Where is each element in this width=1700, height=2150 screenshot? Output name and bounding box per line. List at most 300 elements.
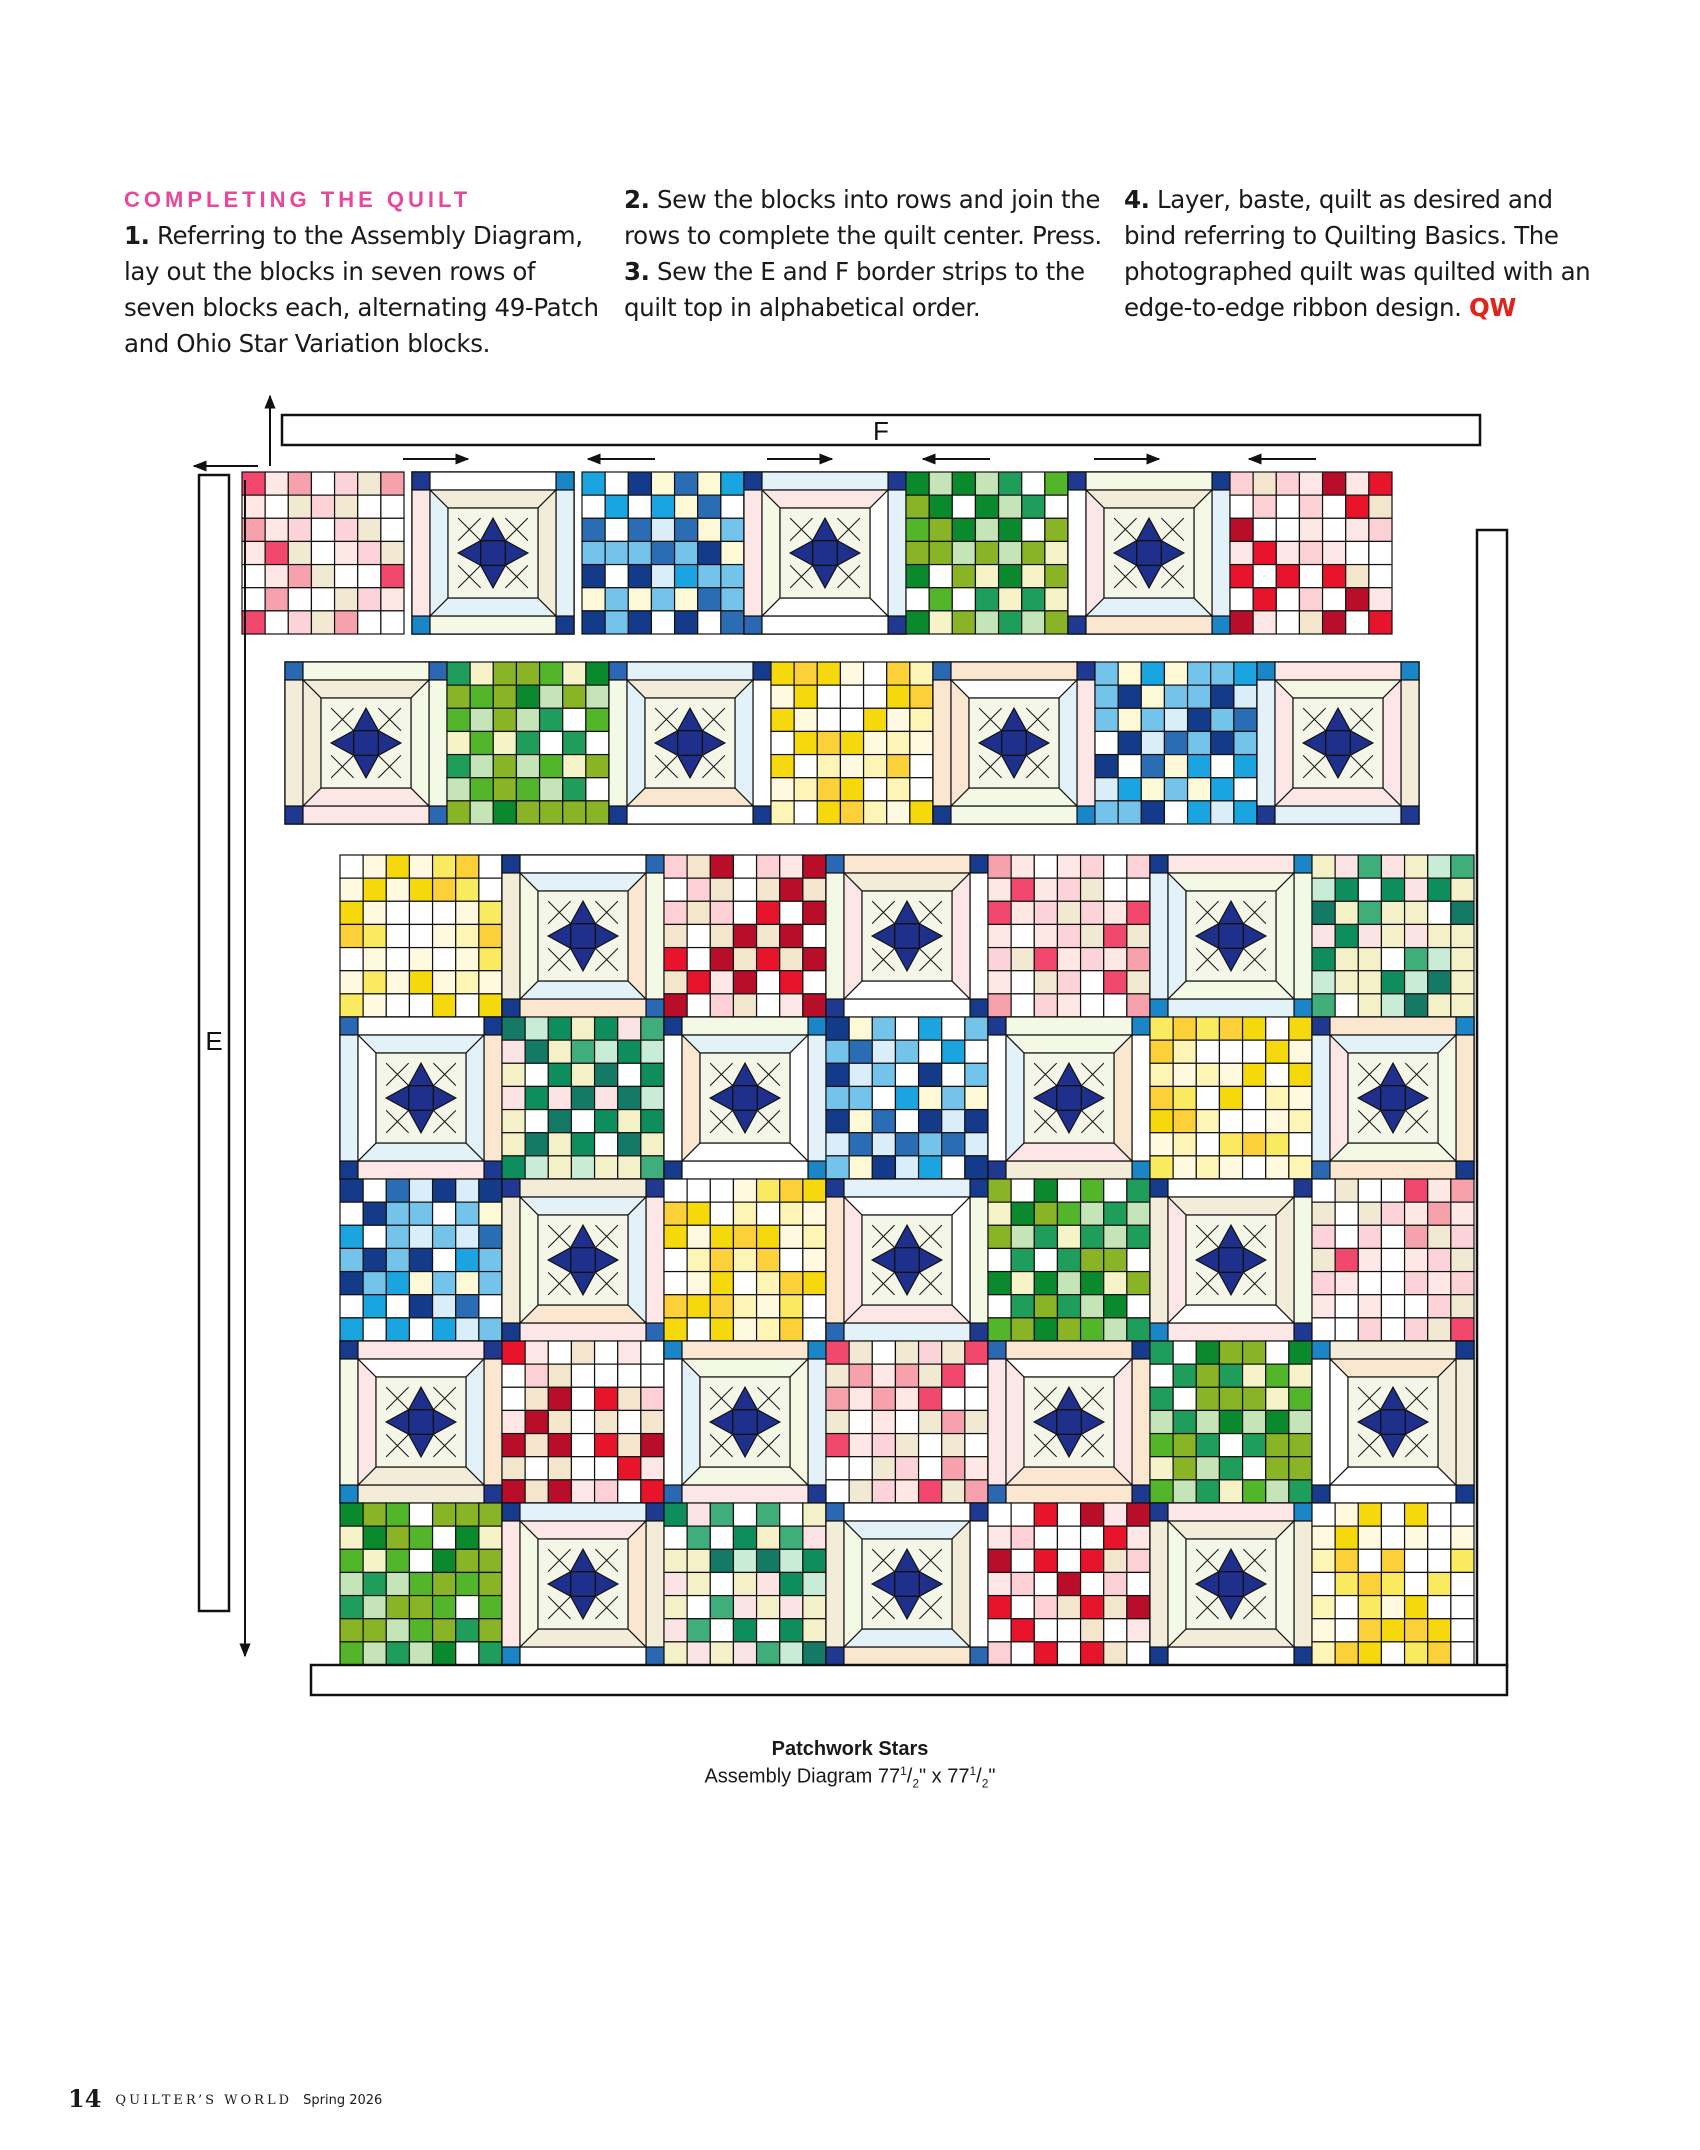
corner-square (1456, 1341, 1474, 1359)
patch-square (733, 1642, 756, 1665)
patch-square (1312, 878, 1335, 901)
patch-square (1034, 971, 1057, 994)
border-strip (502, 873, 520, 999)
patch-square (849, 1040, 872, 1063)
patch-square (433, 1248, 456, 1271)
patch-square (433, 994, 456, 1017)
trapezoid-piece (520, 1521, 646, 1539)
patch-square (502, 1110, 525, 1133)
corner-square (1150, 1323, 1168, 1341)
patch-square (906, 495, 929, 518)
corner-square (1132, 1161, 1150, 1179)
patch-square (1276, 565, 1299, 588)
patch-square (664, 1549, 687, 1572)
patch-square (1428, 971, 1451, 994)
patch-square (895, 1434, 918, 1457)
patch-square (687, 1318, 710, 1341)
border-strip (1275, 806, 1401, 824)
corner-square (933, 662, 951, 680)
patch-square (1141, 662, 1164, 685)
patch-square (1243, 1133, 1266, 1156)
patch-square (710, 994, 733, 1017)
patch-square (1211, 801, 1234, 824)
patch-square (1312, 1179, 1335, 1202)
patch-square (1219, 1364, 1242, 1387)
patch-square (1230, 518, 1253, 541)
patch-square (525, 1364, 548, 1387)
corner-square (664, 1017, 682, 1035)
patch-square (817, 662, 840, 685)
patch-square (1323, 472, 1346, 495)
patch-square (942, 1434, 965, 1457)
patch-square (381, 541, 404, 564)
patch-square (363, 1318, 386, 1341)
patch-square (470, 662, 493, 685)
patch-square (1196, 1156, 1219, 1179)
patch-square (988, 1272, 1011, 1295)
patch-square (571, 1133, 594, 1156)
trapezoid-piece (628, 873, 646, 999)
patch-square (1034, 1225, 1057, 1248)
patch-square (698, 565, 721, 588)
corner-square (826, 1179, 844, 1197)
border-strip (1168, 1503, 1294, 1521)
patch-square (618, 1364, 641, 1387)
border-strip (1168, 1323, 1294, 1341)
patch-square (1081, 1549, 1104, 1572)
trapezoid-piece (844, 1629, 970, 1647)
trapezoid-piece (1006, 1143, 1132, 1161)
patch-square (1358, 1179, 1381, 1202)
patch-square (335, 611, 358, 634)
patch-square (1022, 495, 1045, 518)
patch-square (516, 685, 539, 708)
corner-square (933, 806, 951, 824)
patch-square (698, 495, 721, 518)
patch-square (409, 1225, 432, 1248)
border-strip (1168, 1179, 1294, 1197)
patch-square (710, 1642, 733, 1665)
trapezoid-piece (762, 490, 780, 616)
patch-square (340, 1526, 363, 1549)
patch-square (780, 1526, 803, 1549)
patch-square (1196, 1410, 1219, 1433)
patch-square (757, 994, 780, 1017)
border-strip (970, 873, 988, 999)
trapezoid-piece (1114, 1035, 1132, 1161)
patch-square (493, 708, 516, 731)
patch-square (988, 1642, 1011, 1665)
patch-square (525, 1480, 548, 1503)
corner-square (502, 855, 520, 873)
patch-square (1022, 541, 1045, 564)
border-strip (1006, 1341, 1132, 1359)
patch-square (363, 1248, 386, 1271)
border-strip (1006, 1485, 1132, 1503)
patch-square (1289, 1133, 1312, 1156)
patch-square (586, 778, 609, 801)
corner-square (1150, 1179, 1168, 1197)
patch-square (988, 971, 1011, 994)
patch-square (409, 924, 432, 947)
patch-square (571, 1156, 594, 1179)
patch-square (340, 948, 363, 971)
border-strip (646, 1521, 664, 1647)
patch-square (1230, 541, 1253, 564)
patch-square (1127, 948, 1150, 971)
patch-square (628, 495, 651, 518)
patch-square (433, 971, 456, 994)
patch-square (1358, 1202, 1381, 1225)
border-strip (556, 490, 574, 616)
patch-square (516, 755, 539, 778)
patch-square (1081, 1202, 1104, 1225)
patch-square (780, 1596, 803, 1619)
patch-square (1057, 1526, 1080, 1549)
patch-square (1451, 1179, 1474, 1202)
patch-square (1011, 1318, 1034, 1341)
corner-square (1132, 1485, 1150, 1503)
patch-square (288, 611, 311, 634)
patch-square (1011, 1642, 1034, 1665)
patch-square (1234, 685, 1257, 708)
patch-square (733, 1225, 756, 1248)
patch-square (803, 1526, 826, 1549)
patch-square (311, 472, 334, 495)
patch-square (540, 755, 563, 778)
patch-square (641, 1086, 664, 1109)
patch-square (757, 1248, 780, 1271)
patch-square (433, 1596, 456, 1619)
patch-square (1405, 1549, 1428, 1572)
patch-square (595, 1133, 618, 1156)
corner-square (808, 1341, 826, 1359)
patch-square (311, 518, 334, 541)
patch-square (1196, 1040, 1219, 1063)
patch-square (363, 1549, 386, 1572)
patch-square (1211, 708, 1234, 731)
patch-square (1173, 1017, 1196, 1040)
patch-square (502, 1086, 525, 1109)
patch-square (1289, 1434, 1312, 1457)
patch-square (1428, 1526, 1451, 1549)
patch-square (1369, 472, 1392, 495)
patch-square (1118, 731, 1141, 754)
patch-square (1081, 1295, 1104, 1318)
patch-square (687, 1202, 710, 1225)
patch-square (502, 1156, 525, 1179)
patch-square (864, 778, 887, 801)
patch-square (733, 1202, 756, 1225)
corner-square (1294, 1503, 1312, 1521)
patch-square (433, 855, 456, 878)
patch-square (433, 1572, 456, 1595)
patch-square (595, 1040, 618, 1063)
patch-square (803, 1619, 826, 1642)
patch-square (757, 855, 780, 878)
patch-square (1253, 495, 1276, 518)
patch-square (988, 1596, 1011, 1619)
patch-square (872, 1434, 895, 1457)
patch-square (1219, 1341, 1242, 1364)
patch-square (1081, 901, 1104, 924)
border-strip (646, 873, 664, 999)
patch-square (1230, 611, 1253, 634)
patch-square (929, 541, 952, 564)
patch-square (906, 588, 929, 611)
patch-square (1428, 1503, 1451, 1526)
patch-square (1034, 924, 1057, 947)
corner-square (1312, 1017, 1330, 1035)
patch-square (433, 1503, 456, 1526)
patch-square (1104, 1642, 1127, 1665)
star-center (895, 1248, 920, 1273)
patch-square (1299, 565, 1322, 588)
patch-square (363, 1503, 386, 1526)
patch-square (641, 1410, 664, 1433)
patch-square (456, 855, 479, 878)
patch-square (733, 971, 756, 994)
star-center (1219, 1572, 1244, 1597)
patch-square (493, 778, 516, 801)
patch-square (1127, 994, 1150, 1017)
patch-square (840, 755, 863, 778)
patch-square (721, 565, 744, 588)
patch-square (1081, 994, 1104, 1017)
patch-square (687, 1549, 710, 1572)
trapezoid-piece (1006, 1359, 1132, 1377)
patch-square (340, 1272, 363, 1295)
patch-square (456, 1549, 479, 1572)
patch-square (1369, 565, 1392, 588)
patch-square (887, 662, 910, 685)
patch-square (872, 1480, 895, 1503)
patch-square (1451, 901, 1474, 924)
patch-square (502, 1133, 525, 1156)
patch-square (710, 1596, 733, 1619)
patch-square (433, 924, 456, 947)
corner-square (808, 1017, 826, 1035)
patch-square (840, 731, 863, 754)
patch-square (887, 685, 910, 708)
patch-square (1243, 1387, 1266, 1410)
patch-square (1428, 1596, 1451, 1619)
patch-square (1346, 518, 1369, 541)
border-strip (1330, 1341, 1456, 1359)
corner-square (826, 1323, 844, 1341)
trapezoid-piece (1330, 1359, 1348, 1485)
step-4-text: Layer, baste, quilt as desired and bind referring to Quilting Basics. The photographed quilt was quilted with an edge-to-edge ribbon design. (1124, 185, 1591, 322)
trapezoid-piece (1276, 1197, 1294, 1323)
patch-square (1164, 708, 1187, 731)
patch-square (340, 901, 363, 924)
corner-square (412, 472, 430, 490)
patch-square (675, 495, 698, 518)
patch-square (999, 495, 1022, 518)
trapezoid-piece (520, 1197, 538, 1323)
patch-square (942, 1040, 965, 1063)
patch-square (1335, 1248, 1358, 1271)
patch-square (1335, 971, 1358, 994)
patch-square (1057, 1272, 1080, 1295)
corner-square (1150, 999, 1168, 1017)
patch-square (340, 1295, 363, 1318)
border-strip (808, 1359, 826, 1485)
trapezoid-piece (1275, 680, 1401, 698)
patch-square (895, 1110, 918, 1133)
patch-square (1127, 1202, 1150, 1225)
border-strip (520, 1647, 646, 1665)
trapezoid-piece (1275, 680, 1293, 806)
patch-square (409, 1295, 432, 1318)
patch-square (895, 1086, 918, 1109)
patch-square (1358, 1572, 1381, 1595)
trapezoid-piece (520, 981, 646, 999)
patch-square (803, 1295, 826, 1318)
patch-square (1405, 924, 1428, 947)
patch-square (794, 731, 817, 754)
border-strip (1132, 1035, 1150, 1161)
corner-square (888, 616, 906, 634)
patch-square (1289, 1457, 1312, 1480)
patch-square (651, 565, 674, 588)
patch-square (710, 1526, 733, 1549)
border-strip (627, 806, 753, 824)
corner-square (556, 616, 574, 634)
patch-square (710, 971, 733, 994)
patch-square (571, 1063, 594, 1086)
corner-square (484, 1485, 502, 1503)
patch-square (340, 1248, 363, 1271)
patch-square (1451, 1503, 1474, 1526)
patch-square (288, 541, 311, 564)
patch-square (618, 1040, 641, 1063)
patch-square (664, 1225, 687, 1248)
corner-square (1294, 1179, 1312, 1197)
patch-square (664, 924, 687, 947)
corner-square (285, 806, 303, 824)
patch-square (1266, 1480, 1289, 1503)
trapezoid-piece (844, 1521, 970, 1539)
border-strip (285, 680, 303, 806)
patch-square (929, 565, 952, 588)
patch-square (1405, 1526, 1428, 1549)
patch-square (1011, 1179, 1034, 1202)
patch-square (1428, 1572, 1451, 1595)
patch-square (358, 518, 381, 541)
corner-square (1132, 1341, 1150, 1359)
patch-square (1104, 1202, 1127, 1225)
corner-square (753, 806, 771, 824)
border-strip (484, 1035, 502, 1161)
patch-square (571, 1434, 594, 1457)
trapezoid-piece (844, 1521, 862, 1647)
patch-square (887, 755, 910, 778)
patch-square (757, 1318, 780, 1341)
patch-square (502, 1364, 525, 1387)
patch-square (872, 1341, 895, 1364)
patch-square (988, 1295, 1011, 1318)
trapezoid-piece (844, 1305, 970, 1323)
patch-square (386, 878, 409, 901)
patch-square (363, 1596, 386, 1619)
patch-square (1034, 1179, 1057, 1202)
caption-size-mid: " x 77 (919, 1765, 970, 1788)
trapezoid-piece (790, 1359, 808, 1485)
patch-square (618, 1063, 641, 1086)
patch-square (895, 1040, 918, 1063)
patch-square (386, 1596, 409, 1619)
patch-square (698, 472, 721, 495)
patch-square (1346, 565, 1369, 588)
patch-square (780, 1272, 803, 1295)
patch-square (447, 708, 470, 731)
patch-square (1405, 855, 1428, 878)
patch-square (733, 1526, 756, 1549)
patch-square (1057, 1642, 1080, 1665)
patch-square (1312, 1619, 1335, 1642)
patch-square (618, 1457, 641, 1480)
patch-square (1011, 1272, 1034, 1295)
patch-square (999, 565, 1022, 588)
trapezoid-piece (430, 490, 556, 508)
patch-square (919, 1133, 942, 1156)
patch-square (1405, 1248, 1428, 1271)
patch-square (1095, 801, 1118, 824)
patch-square (582, 565, 605, 588)
patch-square (595, 1434, 618, 1457)
star-center (895, 1572, 920, 1597)
patch-square (548, 1341, 571, 1364)
trapezoid-piece (682, 1467, 808, 1485)
patch-square (618, 1341, 641, 1364)
patch-square (803, 1549, 826, 1572)
patch-square (780, 901, 803, 924)
patch-square (840, 801, 863, 824)
border-strip (1456, 1035, 1474, 1161)
patch-square (1276, 495, 1299, 518)
patch-square (721, 611, 744, 634)
patch-square (386, 901, 409, 924)
patch-square (1081, 1248, 1104, 1271)
border-strip (1150, 1197, 1168, 1323)
patch-square (1196, 1063, 1219, 1086)
patch-square (675, 565, 698, 588)
patch-square (780, 1549, 803, 1572)
step-2-text: Sew the blocks into rows and join the rows to complete the quilt center. Press. (624, 185, 1102, 250)
corner-square (808, 1485, 826, 1503)
patch-square (1289, 1156, 1312, 1179)
patch-square (340, 971, 363, 994)
patch-square (1451, 971, 1474, 994)
patch-square (595, 1364, 618, 1387)
corner-square (988, 1485, 1006, 1503)
patch-square (1196, 1364, 1219, 1387)
trapezoid-piece (1330, 1035, 1348, 1161)
patch-square (571, 1387, 594, 1410)
patch-square (502, 1480, 525, 1503)
patch-square (849, 1410, 872, 1433)
patch-square (942, 1156, 965, 1179)
patch-square (433, 1295, 456, 1318)
corner-square (1257, 662, 1275, 680)
patch-square (571, 1086, 594, 1109)
patch-square (919, 1387, 942, 1410)
patch-square (563, 755, 586, 778)
patch-square (1312, 994, 1335, 1017)
border-e-label: E (205, 1026, 223, 1056)
patch-square (1451, 1526, 1474, 1549)
